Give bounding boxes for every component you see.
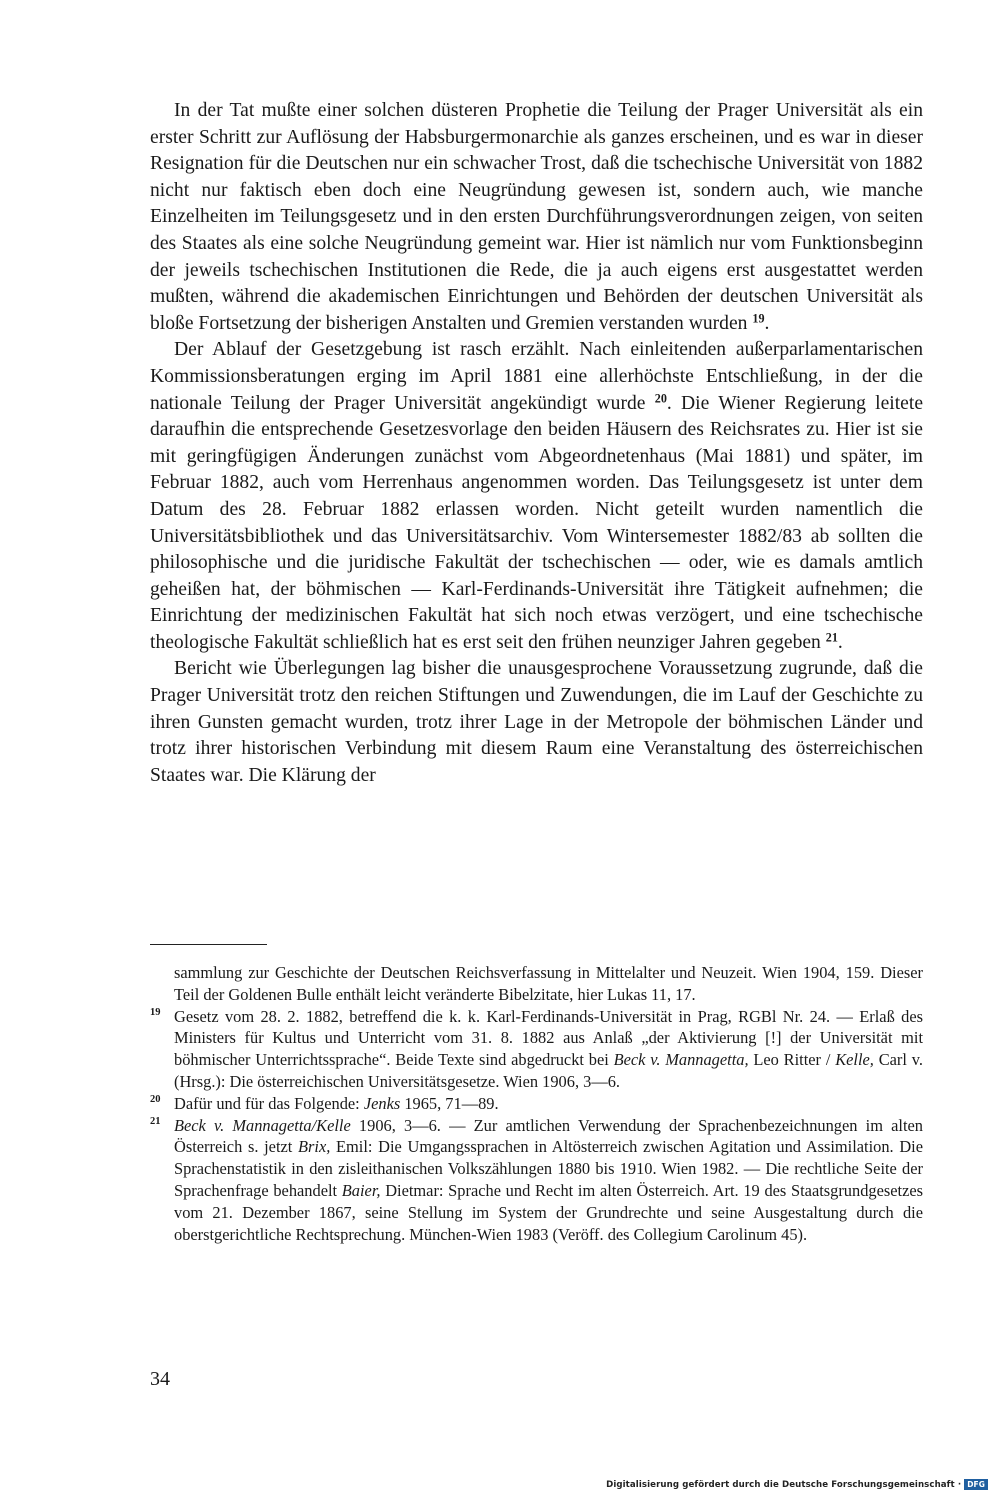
punct: . xyxy=(837,631,843,653)
footnote-text: 1906, 3—6. — Zur amtlichen Verwendung der Sprachenbezeichnungen im alten Österreich s. jetzt xyxy=(174,1115,923,1157)
paragraph-3 xyxy=(150,656,923,789)
paragraph-2-text-a: Der Ablauf der Gesetzgebung ist rasch erzählt. Nach einleitenden außerparlamentarischen Kommissionsberatungen erging im April 1881 eine allerhöchste Entschließung, in der die nationale Teilung der Prager Universität angekündigt wurde xyxy=(150,339,923,414)
footnote-text: Dietmar: Sprache und Recht im alten Österreich. Art. 19 des Staatsgrundgesetzes vom 21. Dezember 1867, seine Stellung im System der Grundrechte und seine Ausgestaltung durch die oberstgerichtliche Rechtsprechung. München-Wien 1983 (Veröff. des Collegium Carolinum 45). xyxy=(174,1180,923,1244)
main-text xyxy=(150,98,923,789)
footnote-text: Gesetz vom 28. 2. 1882, betreffend die k. k. Karl-Ferdinands-Universität in Prag, RGBl Nr. 24. — Erlaß des Ministers für Kultus und Unterricht vom 31. 8. 1882 aus Anlaß „der Aktivierung [!] der Universität mit böhmischer Unterrichtssprache“. Beide Texte sind abgedruckt bei xyxy=(174,1006,923,1070)
author-name: Jenks xyxy=(363,1093,401,1113)
footnote-19 xyxy=(150,1006,923,1093)
funding-text: Digitalisierung gefördert durch die Deutsche Forschungsgemeinschaft · xyxy=(606,1479,962,1490)
footnote-text: Leo Ritter / xyxy=(748,1050,836,1070)
paragraph-3-text: Bericht wie Überlegungen lag bisher die unausgesprochene Voraussetzung zugrunde, daß die Prager Universität trotz den reichen Stiftungen und Zuwendungen, die im Lauf der Geschichte zu ihren Gunsten gemacht wurden, trotz ihrer Lage in der Metropole der böhmischen Länder und trotz ihrer historischen Verbindung mit diesem Raum eine Veranstaltung des österreichischen Staates war. Die Klärung der xyxy=(150,658,923,786)
footnote-continuation-text: sammlung zur Geschichte der Deutschen Reichsverfassung in Mittelalter und Neuzeit. Wien 1904, 159. Dieser Teil der Goldenen Bulle enthält leicht veränderte Bibelzitate, hier Lukas 11, 17. xyxy=(174,963,923,1004)
footnote-text: Carl v. (Hrsg.): Die österreichischen Universitätsgesetze. Wien 1906, 3—6. xyxy=(174,1050,923,1091)
footnote-separator xyxy=(150,944,267,945)
punct: . xyxy=(764,312,770,334)
footnote-text: 1965, 71—89. xyxy=(400,1093,499,1113)
footnote-21 xyxy=(150,1115,923,1246)
footnotes xyxy=(150,962,923,1245)
dfg-logo: DFG xyxy=(964,1479,988,1490)
footnote-number: 19 xyxy=(150,1006,161,1018)
author-name: Beck v. Mannagetta, xyxy=(613,1050,749,1070)
paragraph-1-text: In der Tat mußte einer solchen düsteren Prophetie die Teilung der Prager Universität als ein erster Schritt zur Auflösung der Habsburgermonarchie als ganzes erscheinen, und es war in dieser Resignation für die Deutschen nur ein schwacher Trost, daß die tschechische Universität von 1882 nicht nur faktisch eben doch eine Neugründung gewesen ist, sondern auch, wie manche Einzelheiten im Teilungsgesetz und in den ersten Durchführungsverordnungen zeigen, von seiten des Staates als eine solche Neugründung gemeint war. Hier ist nämlich nur vom Funktionsbeginn der jeweils tschechischen Institutionen die Rede, die ja auch eigens erst ausgestattet werden mußten, während die akademischen Einrichtungen und Behörden der deutschen Universität als bloße Fortsetzung der bisherigen Anstalten und Gremien verstanden wurden xyxy=(150,100,923,334)
paragraph-2-text-b: . Die Wiener Regierung leitete daraufhin die entsprechende Gesetzesvorlage den beiden Häusern des Reichsrates zu. Hier ist sie mit geringfügigen Änderungen zunächst vom Abgeordnetenhaus (Mai 1881) und später, im Februar 1882, auch vom Herrenhaus angenommen worden. Das Teilungsgesetz ist unter dem Datum des 28. Februar 1882 erlassen worden. Nicht geteilt wurden namentlich die Universitätsbibliothek und das Universitätsarchiv. Vom Wintersemester 1882/83 ab sollten die philosophische und die juridische Fakultät der tschechischen — oder, wie es damals amtlich geheißen hat, der böhmischen — Karl-Ferdinands-Universität ihre Tätigkeit aufnehmen; die Einrichtung der medizinischen Fakultät hat sich noch etwas verzögert, und eine tschechische theologische Fakultät schließlich hat es erst seit den frühen neunziger Jahren gegeben xyxy=(150,392,924,653)
footnote-ref-19[interactable]: 19 xyxy=(752,311,765,326)
footnote-text: Emil: Die Umgangssprachen in Altösterreich zwischen Agitation und Assimilation. Die Sprachenstatistik in den zisleithanischen Volkszählungen 1880 bis 1910. Wien 1982. — Die rechtliche Seite der Sprachenfrage behandelt xyxy=(174,1137,923,1200)
footnote-ref-20[interactable]: 20 xyxy=(654,390,667,405)
footnote-text: Dafür und für das Folgende: xyxy=(174,1093,364,1113)
author-name: Baier, xyxy=(341,1180,381,1200)
footnote-continuation xyxy=(150,962,923,1006)
footnote-ref-21[interactable]: 21 xyxy=(825,630,838,645)
author-name: Kelle, xyxy=(835,1050,874,1070)
footnote-number: 21 xyxy=(150,1115,161,1127)
author-name: Brix, xyxy=(298,1137,331,1157)
paragraph-1 xyxy=(150,98,923,337)
page-number: 34 xyxy=(150,1368,170,1390)
author-name: Beck v. Mannagetta/Kelle xyxy=(174,1115,351,1135)
paragraph-2 xyxy=(150,337,923,656)
footnote-number: 20 xyxy=(150,1093,161,1105)
funding-banner xyxy=(606,1479,988,1490)
footnote-20 xyxy=(150,1093,923,1115)
